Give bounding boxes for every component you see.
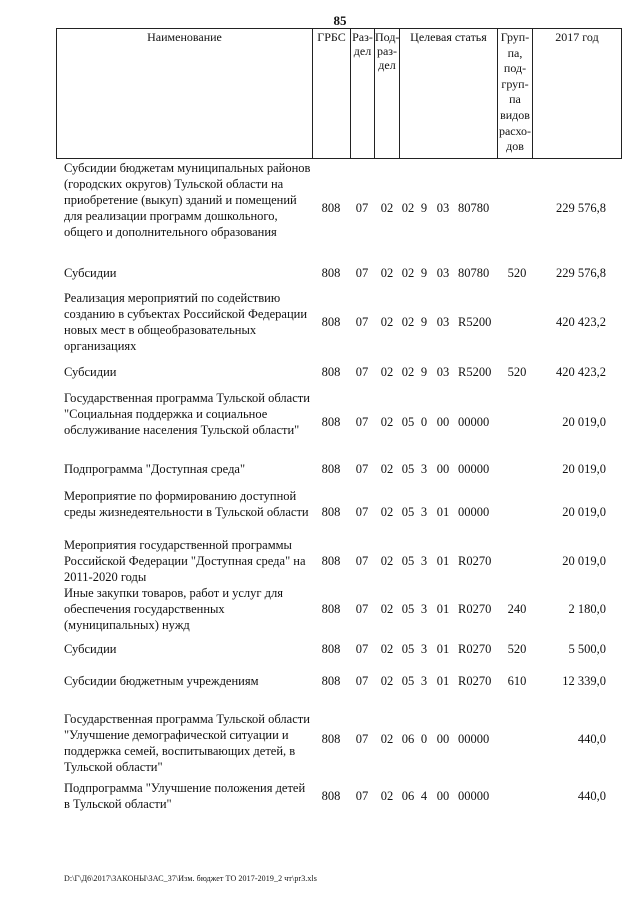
cell-podrazdel: 02 <box>380 674 394 688</box>
cell-expense-type: 520 <box>507 642 527 656</box>
cell-target-subprogram: 3 <box>420 505 428 519</box>
cell-target-direction: 00000 <box>458 462 490 476</box>
cell-target-event: 01 <box>436 554 450 568</box>
cell-razdel: 07 <box>355 602 369 616</box>
cell-razdel: 07 <box>355 365 369 379</box>
cell-expense-type: 520 <box>507 365 527 379</box>
cell-grbs: 808 <box>321 505 341 519</box>
cell-amount: 440,0 <box>577 789 606 803</box>
table-row <box>0 364 640 380</box>
cell-podrazdel: 02 <box>380 365 394 379</box>
cell-target-event: 00 <box>436 732 450 746</box>
cell-grbs: 808 <box>321 365 341 379</box>
header-expense-group: Груп- па, под- груп- па видов расхо- дов <box>498 30 532 154</box>
cell-target-subprogram: 3 <box>420 554 428 568</box>
cell-grbs: 808 <box>321 674 341 688</box>
cell-razdel: 07 <box>355 554 369 568</box>
cell-target-program: 05 <box>401 642 415 656</box>
header-podrazdel: Под- раз- дел <box>375 30 400 72</box>
cell-amount: 20 019,0 <box>562 462 606 476</box>
header-divider <box>621 28 622 159</box>
row-name: Государственная программа Тульской области "Улучшение демографической ситуации и поддержка семей, воспитывающих детей, в Тульской области" <box>64 712 310 774</box>
table-row <box>0 265 640 281</box>
cell-expense-type: 240 <box>507 602 527 616</box>
row-name: Субсидии <box>64 365 117 379</box>
cell-grbs: 808 <box>321 315 341 329</box>
cell-target-program: 05 <box>401 554 415 568</box>
cell-razdel: 07 <box>355 415 369 429</box>
cell-podrazdel: 02 <box>380 732 394 746</box>
cell-target-program: 02 <box>401 201 415 215</box>
cell-target-program: 06 <box>401 789 415 803</box>
cell-grbs: 808 <box>321 266 341 280</box>
cell-target-direction: 80780 <box>458 201 490 215</box>
cell-target-direction: R0270 <box>458 674 492 688</box>
table-row <box>0 488 640 536</box>
cell-razdel: 07 <box>355 266 369 280</box>
cell-target-subprogram: 3 <box>420 602 428 616</box>
cell-target-program: 05 <box>401 415 415 429</box>
file-path-footer: D:\Г\Д6\2017\ЗАКОНЫ\ЗАС_37\Изм. бюджет ТО 2017-2019_2 чт\pr3.xls <box>64 874 318 883</box>
header-bottom-border <box>56 158 622 159</box>
row-name: Реализация мероприятий по содействию созданию в субъектах Российской Федерации новых мест в общеобразовательных организациях <box>64 291 308 353</box>
table-row <box>0 160 640 256</box>
header-top-border <box>56 28 622 29</box>
cell-target-event: 03 <box>436 315 450 329</box>
header-name: Наименование <box>147 30 222 44</box>
cell-grbs: 808 <box>321 789 341 803</box>
cell-razdel: 07 <box>355 789 369 803</box>
cell-target-subprogram: 9 <box>420 365 428 379</box>
cell-podrazdel: 02 <box>380 201 394 215</box>
cell-podrazdel: 02 <box>380 642 394 656</box>
cell-target-subprogram: 0 <box>420 732 428 746</box>
row-name: Подпрограмма "Доступная среда" <box>64 462 246 476</box>
cell-amount: 12 339,0 <box>562 674 606 688</box>
cell-target-subprogram: 0 <box>420 415 428 429</box>
cell-target-direction: R0270 <box>458 554 492 568</box>
cell-grbs: 808 <box>321 462 341 476</box>
header-divider <box>399 28 400 159</box>
cell-amount: 5 500,0 <box>568 642 606 656</box>
cell-target-event: 03 <box>436 266 450 280</box>
table-row <box>0 290 640 354</box>
cell-target-subprogram: 3 <box>420 674 428 688</box>
table-row <box>0 641 640 657</box>
cell-target-subprogram: 3 <box>420 642 428 656</box>
row-name: Государственная программа Тульской области "Социальная поддержка и социальное обслуживание населения Тульской области" <box>64 391 310 437</box>
cell-podrazdel: 02 <box>380 789 394 803</box>
cell-expense-type: 520 <box>507 266 527 280</box>
cell-target-direction: 00000 <box>458 732 490 746</box>
table-row <box>0 780 640 812</box>
header-razdel: Раз- дел <box>352 30 373 58</box>
cell-razdel: 07 <box>355 642 369 656</box>
cell-target-event: 01 <box>436 674 450 688</box>
cell-target-subprogram: 9 <box>420 315 428 329</box>
cell-podrazdel: 02 <box>380 602 394 616</box>
cell-amount: 229 576,8 <box>556 201 606 215</box>
cell-target-subprogram: 9 <box>420 266 428 280</box>
cell-amount: 229 576,8 <box>556 266 606 280</box>
table-row <box>0 390 640 454</box>
cell-target-event: 01 <box>436 642 450 656</box>
cell-target-event: 01 <box>436 602 450 616</box>
cell-target-program: 02 <box>401 266 415 280</box>
cell-target-direction: 80780 <box>458 266 490 280</box>
row-name: Подпрограмма "Улучшение положения детей в Тульской области" <box>64 781 306 811</box>
table-header <box>56 28 622 159</box>
cell-target-event: 01 <box>436 505 450 519</box>
table-row <box>0 537 640 585</box>
header-target-article: Целевая статья <box>410 30 487 44</box>
cell-target-direction: R0270 <box>458 602 492 616</box>
cell-razdel: 07 <box>355 462 369 476</box>
cell-target-direction: R5200 <box>458 365 492 379</box>
cell-target-program: 02 <box>401 365 415 379</box>
cell-razdel: 07 <box>355 315 369 329</box>
table-row <box>0 461 640 477</box>
cell-grbs: 808 <box>321 415 341 429</box>
cell-target-program: 05 <box>401 602 415 616</box>
cell-amount: 20 019,0 <box>562 415 606 429</box>
cell-amount: 440,0 <box>577 732 606 746</box>
cell-target-program: 05 <box>401 505 415 519</box>
cell-razdel: 07 <box>355 732 369 746</box>
row-name: Мероприятия государственной программы Российской Федерации "Доступная среда" на 2011-2020 годы <box>64 538 306 584</box>
header-grbs: ГРБС <box>317 30 346 44</box>
cell-podrazdel: 02 <box>380 505 394 519</box>
cell-grbs: 808 <box>321 642 341 656</box>
cell-amount: 2 180,0 <box>568 602 606 616</box>
cell-podrazdel: 02 <box>380 462 394 476</box>
header-year: 2017 год <box>555 30 599 44</box>
cell-amount: 420 423,2 <box>556 315 606 329</box>
cell-target-program: 06 <box>401 732 415 746</box>
cell-razdel: 07 <box>355 201 369 215</box>
cell-target-event: 00 <box>436 415 450 429</box>
cell-target-direction: R5200 <box>458 315 492 329</box>
cell-expense-type: 610 <box>507 674 527 688</box>
cell-razdel: 07 <box>355 674 369 688</box>
cell-target-program: 05 <box>401 674 415 688</box>
cell-amount: 20 019,0 <box>562 554 606 568</box>
row-name: Иные закупки товаров, работ и услуг для обеспечения государственных (муниципальных) нужд <box>64 586 284 632</box>
cell-razdel: 07 <box>355 505 369 519</box>
cell-target-event: 00 <box>436 789 450 803</box>
cell-grbs: 808 <box>321 732 341 746</box>
table-row <box>0 585 640 633</box>
table-row <box>0 711 640 775</box>
cell-podrazdel: 02 <box>380 415 394 429</box>
table-row <box>0 673 640 689</box>
cell-target-program: 02 <box>401 315 415 329</box>
cell-amount: 20 019,0 <box>562 505 606 519</box>
row-name: Субсидии бюджетным учреждениям <box>64 674 259 688</box>
header-divider <box>312 28 313 159</box>
row-name: Субсидии бюджетам муниципальных районов (городских округов) Тульской области на приобретение (выкуп) зданий и помещений для реализации программ дошкольного, общего и дополнительного образования <box>64 161 311 239</box>
cell-target-direction: R0270 <box>458 642 492 656</box>
cell-amount: 420 423,2 <box>556 365 606 379</box>
cell-target-subprogram: 9 <box>420 201 428 215</box>
cell-podrazdel: 02 <box>380 315 394 329</box>
header-divider <box>532 28 533 159</box>
row-name: Субсидии <box>64 642 117 656</box>
cell-target-direction: 00000 <box>458 415 490 429</box>
cell-target-direction: 00000 <box>458 505 490 519</box>
cell-target-subprogram: 3 <box>420 462 428 476</box>
cell-target-program: 05 <box>401 462 415 476</box>
header-divider <box>56 28 57 159</box>
cell-grbs: 808 <box>321 201 341 215</box>
cell-podrazdel: 02 <box>380 554 394 568</box>
cell-target-event: 03 <box>436 201 450 215</box>
cell-target-event: 03 <box>436 365 450 379</box>
cell-grbs: 808 <box>321 602 341 616</box>
cell-target-direction: 00000 <box>458 789 490 803</box>
cell-target-event: 00 <box>436 462 450 476</box>
cell-grbs: 808 <box>321 554 341 568</box>
cell-target-subprogram: 4 <box>420 789 428 803</box>
row-name: Субсидии <box>64 266 117 280</box>
cell-podrazdel: 02 <box>380 266 394 280</box>
page-number: 85 <box>333 13 347 28</box>
row-name: Мероприятие по формированию доступной среды жизнедеятельности в Тульской области <box>64 489 309 519</box>
